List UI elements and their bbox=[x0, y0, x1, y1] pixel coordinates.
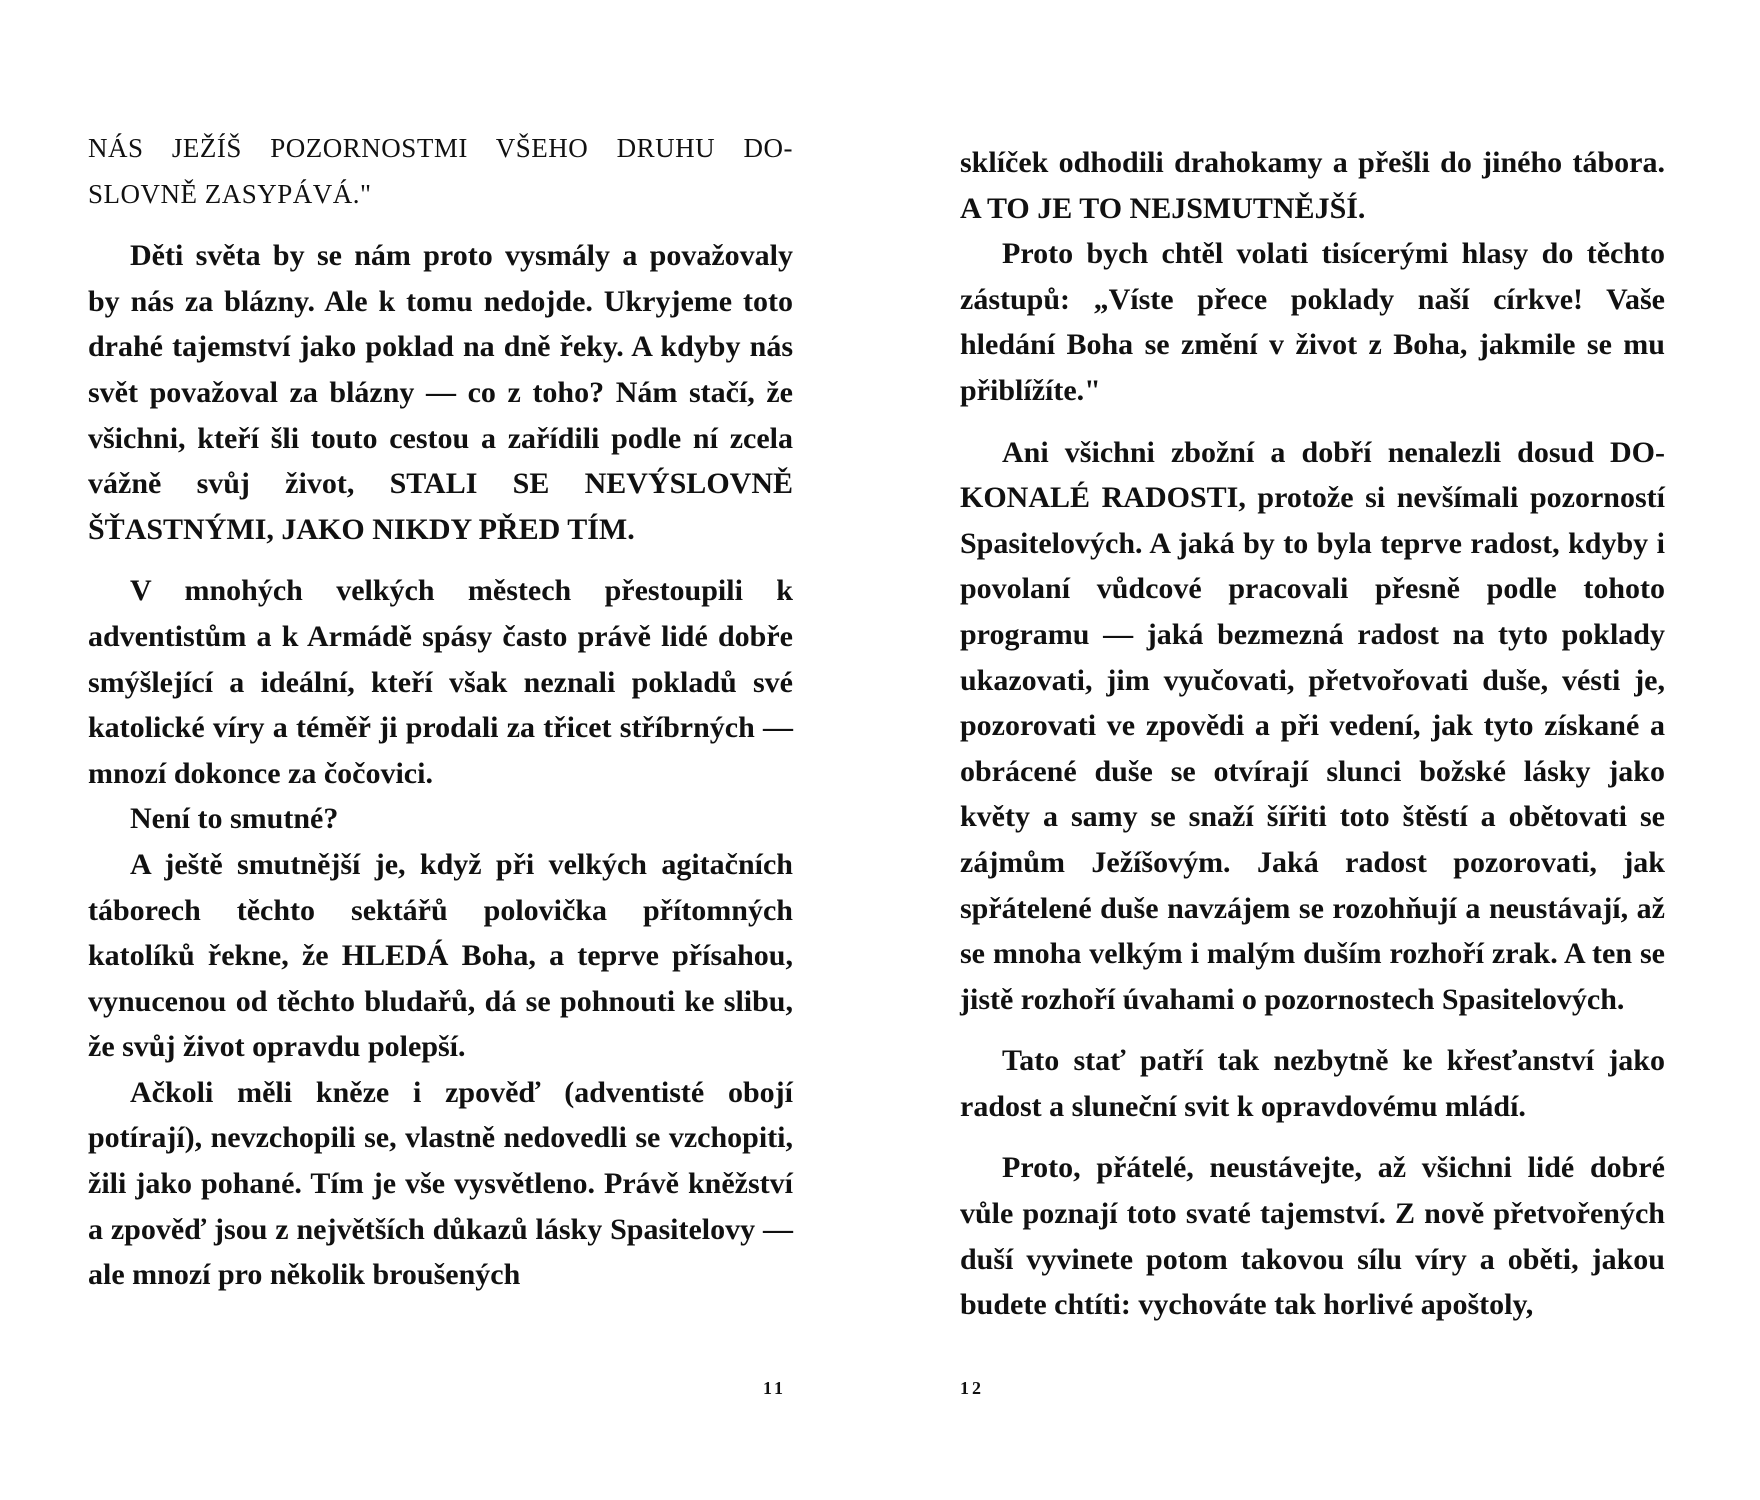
left-paragraph-4: Není to smutné? bbox=[130, 802, 339, 836]
right-paragraph-1: sklíček odhodili drahokamy a přešli do jiného tábora. A TO JE TO NEJSMUTNĚJŠÍ. bbox=[960, 146, 1665, 225]
right-page-number: 12 bbox=[960, 1378, 984, 1398]
right-paragraph-4: Tato stať patří tak nezbytně ke křesťanství jako radost a sluneční svit k opravdovému mládí. bbox=[960, 1044, 1665, 1123]
left-paragraph-3: V mnohých velkých městech přestoupili k adventistům a k Armádě spásy často právě lidé dobře smýšlející a ideální, kteří však neznali pokladů své katolické víry a téměř ji prodali za třicet stříbrných — mnozí dokonce za čočovici. bbox=[88, 574, 793, 790]
right-paragraph-2: Proto bych chtěl volati tisícerými hlasy do těchto zástupů: „Víste přece poklady naší církve! Vaše hledání Boha se změní v život z Boha, jakmile se mu přiblížíte." bbox=[960, 237, 1665, 407]
left-paragraph-5: A ještě smutnější je, když při velkých agitačních táborech těchto sektářů polovička přítomných katolíků řekne, že HLEDÁ Boha, a teprve přísahou, vynucenou od těchto bludařů, dá se pohnouti ke slibu, že svůj život opravdu polepší. bbox=[88, 847, 793, 1064]
right-paragraph-5: Proto, přátelé, neustávejte, až všichni lidé dobré vůle poznají toto svaté tajemství. Z nově přetvořených duší vyvinete potom takovou sílu víry a oběti, jakou budete chtíti: vychováte tak horlivé apoštoly, bbox=[960, 1151, 1665, 1322]
right-paragraph-3: Ani všichni zbožní a dobří nenalezli dosud DO-KONALÉ RADOSTI, protože si nevšímali pozorností Spasitelových. A jaká by to byla teprve radost, kdyby i povolaní vůdcové pracovali přesně podle tohoto programu — jaká bezmezná radost na tyto poklady ukazovati, jim vyučovati, přetvořovati duše, vésti je, pozorovati ve zpovědi a při vedení, jak tyto získané a obrácené duše se otvírají slunci božské lásky jako květy a samy se snaží šířiti toto štěstí a obětovati se zájmům Ježíšovým. Jaká radost pozorovati, jak spřátelené duše navzájem se rozohňují a neustávají, až se mnoha velkým i malým duším rozhoří zrak. A ten se jistě rozhoří úvahami o pozornostech Spasitelových. bbox=[960, 435, 1665, 1016]
left-page-text bbox=[88, 126, 793, 1298]
left-page-number: 11 bbox=[763, 1378, 787, 1398]
left-paragraph-6: Ačkoli měli kněze i zpověď (adventisté obojí potírají), nevzchopili se, vlastně nedovedli se vzchopiti, žili jako pohané. Tím je vše vysvětleno. Právě kněžství a zpověď jsou z největších důkazů lásky Spasitelovy — ale mnozí pro několik broušených bbox=[88, 1075, 793, 1292]
right-page bbox=[880, 0, 1760, 1500]
right-page-text bbox=[960, 140, 1665, 1328]
left-paragraph-2: Děti světa by se nám proto vysmály a považovaly by nás za blázny. Ale k tomu nedojde. Ukryjeme toto drahé tajemství jako poklad na dně řeky. A kdyby nás svět považoval za blázny — co z toho? Nám stačí, že všichni, kteří šli touto cestou a zařídili podle ní zcela vážně svůj život, STALI SE NEVÝSLOVNĚ ŠŤASTNÝMI, JAKO NIKDY PŘED TÍM. bbox=[88, 239, 793, 546]
left-paragraph-1: NÁS JEŽÍŠ POZORNOSTMI VŠEHO DRUHU DO-SLOVNĚ ZASYPÁVÁ." bbox=[88, 133, 793, 209]
